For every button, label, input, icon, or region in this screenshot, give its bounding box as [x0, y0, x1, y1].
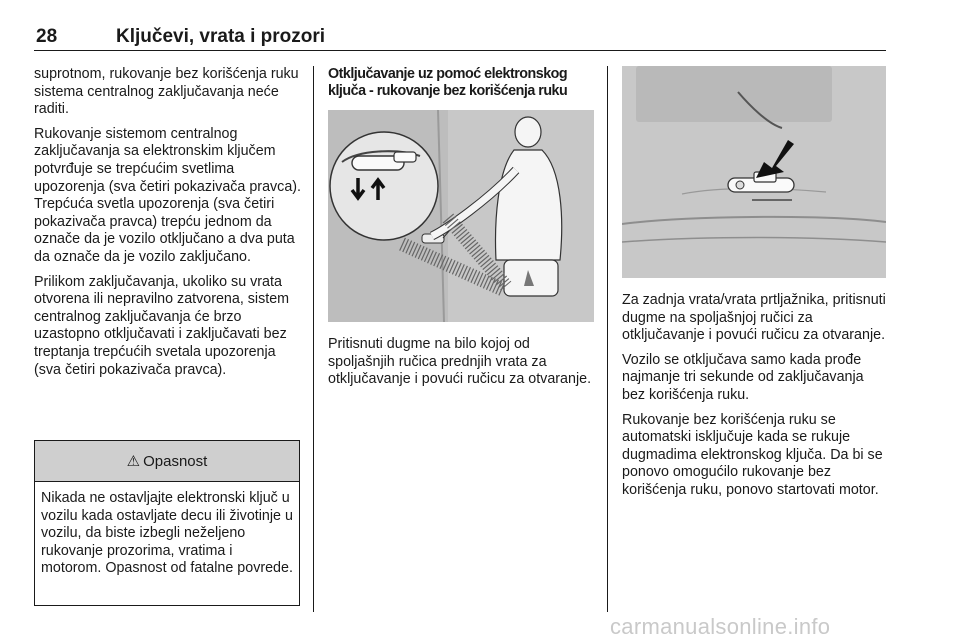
front-door-illustration [328, 110, 594, 322]
warning-title: Opasnost [143, 452, 208, 470]
paragraph: Za zadnja vrata/vrata prtljažnika, pritisnuti dugme na spoljašnjoj ručici za otključavanje i povući ručicu za otvaranje. [622, 292, 886, 344]
paragraph: Rukovanje sistemom centralnog zaključavanja sa elektronskim ključem potvrđuje se trepćućim svetlima upozorenja (sva četiri pokazivača pravca). Trepćuća svetla upozorenja (sva četiri pokazivača pravca) trepću jednom da označe da je vozilo otključano a dva puta da označe da je vozilo zaključano. [34, 125, 301, 265]
column-divider [313, 66, 314, 612]
paragraph: Prilikom zaključavanja, ukoliko su vrata otvorena ili nepravilno zatvorena, sistem centralnog zaključavanja će brzo uzastopno otključavati i zaključavati bez treptanja trepćućih svetala upozorenja (sva četiri pokazivača pravca). [34, 273, 290, 378]
rear-door-illustration [622, 66, 886, 278]
page-header [34, 22, 886, 51]
section-heading: Otključavanje uz pomoć elektronskog ključa - rukovanje bez korišćenja ruku [328, 66, 568, 99]
warning-box [34, 440, 300, 606]
figure-caption: Pritisnuti dugme na bilo kojoj od spoljašnjih ručica prednjih vrata za otključavanje i povući ručicu za otvaranje. [328, 336, 592, 388]
column-3 [622, 292, 890, 507]
column-1 [34, 66, 302, 386]
paragraph: suprotnom, rukovanje bez korišćenja ruku sistema centralnog zaključavanja neće raditi. [34, 66, 299, 118]
figure-rear-door-handle [622, 66, 886, 278]
paragraph: Vozilo se otključava samo kada prođe najmanje tri sekunde od zaključavanja bez korišćenja ruku. [622, 351, 864, 403]
page-number: 28 [36, 26, 58, 47]
warning-text: Nikada ne ostavljajte elektronski ključ u vozilu kada ostavljate decu ili životinje u vozilu, da biste izbegli neželjeno rukovanje prozorima, vratima i motorom. Opasnost od fatalne povrede. [41, 490, 293, 577]
warning-title-bar [35, 441, 299, 482]
paragraph: Rukovanje bez korišćenja ruku se automatski isključuje kada se rukuje dugmadima elektronskog ključa. Da bi se ponovo omogućilo rukovanje bez korišćenja ruku, ponovo startovati motor. [622, 411, 883, 498]
watermark: carmanualsonline.info [610, 614, 831, 639]
column-2 [328, 66, 596, 112]
page-title: Ključevi, vrata i prozori [116, 26, 326, 47]
figure-front-door-handle [328, 110, 594, 322]
column-divider [607, 66, 608, 612]
warning-triangle-icon: ⚠ [126, 453, 141, 470]
